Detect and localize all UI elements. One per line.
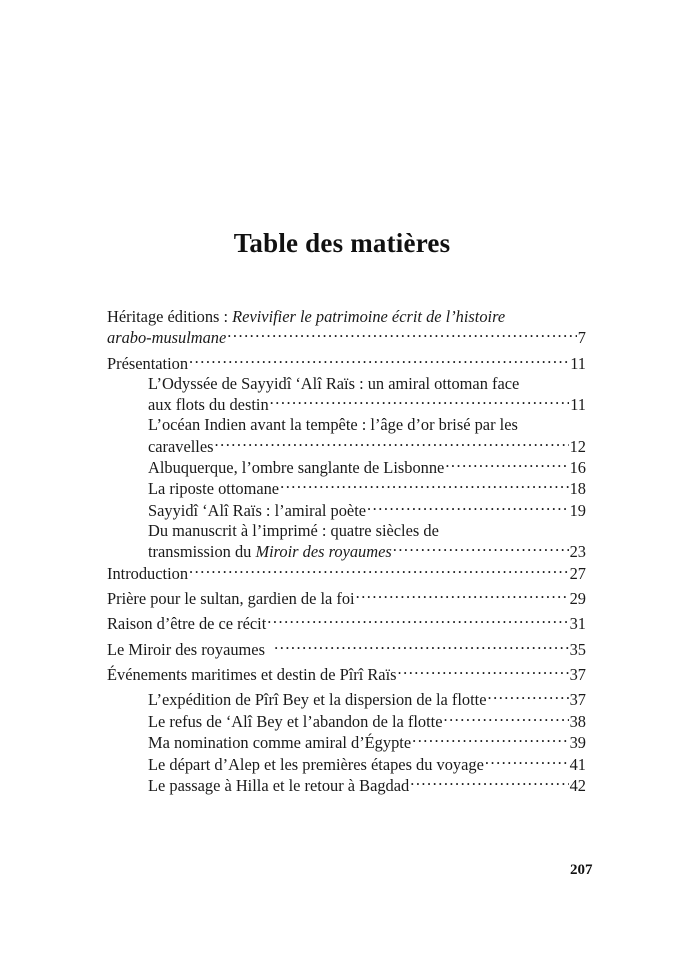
- toc-entry[interactable]: [107, 588, 586, 609]
- dot-leader: [410, 775, 568, 791]
- toc-entry-page: 37: [569, 690, 586, 710]
- toc-entry-title: Prière pour le sultan, gardien de la foi: [107, 588, 355, 608]
- toc-entry-title-continued: caravelles: [148, 436, 214, 456]
- toc-subentry[interactable]: [107, 415, 586, 456]
- toc-entry[interactable]: [107, 613, 586, 634]
- dot-leader: [398, 664, 569, 680]
- toc-entry-title: Du manuscrit à l’imprimé : quatre siècles de: [148, 520, 439, 540]
- toc-entry[interactable]: [107, 352, 586, 373]
- toc-entry-title: Albuquerque, l’ombre sanglante de Lisbonne: [148, 457, 445, 477]
- toc-entry-title: Le départ d’Alep et les premières étapes du voyage: [148, 754, 484, 774]
- toc-subentry[interactable]: [107, 753, 586, 774]
- toc-entry-page: 42: [569, 776, 586, 796]
- toc-subentry[interactable]: [107, 710, 586, 731]
- toc-entry-page: 23: [569, 542, 586, 562]
- dot-leader: [274, 638, 568, 654]
- toc-entry[interactable]: [107, 638, 586, 659]
- toc-subentry[interactable]: [107, 732, 586, 753]
- toc-entry-page: 27: [569, 563, 586, 583]
- toc-subentry[interactable]: [107, 775, 586, 796]
- toc-entry-title: Sayyidî ‘Alî Raïs : l’amiral poète: [148, 500, 367, 520]
- toc-subentry[interactable]: [107, 478, 586, 499]
- toc-entry-page: 38: [569, 711, 586, 731]
- toc-entry-title: Événements maritimes et destin de Pîrî Raïs: [107, 665, 397, 685]
- toc-entry-title: Raison d’être de ce récit: [107, 614, 267, 634]
- dot-leader: [215, 435, 569, 451]
- toc-entry-title: L’Odyssée de Sayyidî ‘Alî Raïs : un amiral ottoman face: [148, 373, 520, 393]
- toc-entry-page: 37: [569, 665, 586, 685]
- toc-entry-title: Héritage éditions :: [107, 307, 233, 326]
- toc-entry-title: La riposte ottomane: [148, 479, 280, 499]
- toc-entry-page: 35: [569, 639, 586, 659]
- dot-leader: [412, 732, 569, 748]
- toc-entry-title: L’océan Indien avant la tempête : l’âge d’or brisé par les: [148, 415, 518, 435]
- toc-entry-page: 18: [569, 479, 586, 499]
- toc-entry-page: 16: [569, 457, 586, 477]
- dot-leader: [445, 457, 568, 473]
- toc-entry-title: Le passage à Hilla et le retour à Bagdad: [148, 776, 410, 796]
- table-of-contents: [107, 307, 586, 796]
- toc-entry-title-continued: aux flots du destin: [148, 395, 269, 415]
- page-title: Table des matières: [233, 228, 451, 258]
- toc-entry-page: 31: [569, 614, 586, 634]
- toc-entry-title: L’expédition de Pîrî Bey et la dispersion de la flotte: [148, 690, 487, 710]
- toc-entry-line: [107, 327, 586, 348]
- toc-entry-title: Présentation: [107, 353, 189, 373]
- dot-leader: [488, 689, 569, 705]
- toc-entry-title-italic: Miroir des royaumes: [255, 542, 392, 562]
- page-number: 207: [570, 862, 593, 878]
- toc-entry-page: 11: [570, 353, 586, 373]
- toc-entry-title: Ma nomination comme amiral d’Égypte: [148, 733, 412, 753]
- toc-entry-page: 41: [569, 754, 586, 774]
- dot-leader: [227, 327, 577, 343]
- dot-leader: [280, 478, 569, 494]
- toc-entry-page: 39: [569, 733, 586, 753]
- dot-leader: [189, 352, 569, 368]
- dot-leader: [267, 613, 568, 629]
- toc-subentry[interactable]: [107, 521, 586, 562]
- dot-leader: [356, 588, 569, 604]
- toc-subentry[interactable]: [107, 374, 586, 415]
- toc-entry-page: 19: [569, 500, 586, 520]
- dot-leader: [443, 710, 568, 726]
- dot-leader: [393, 541, 569, 557]
- toc-subentry[interactable]: [107, 499, 586, 520]
- toc-entry-title: Le refus de ‘Alî Bey et l’abandon de la flotte: [148, 711, 443, 731]
- toc-entry-page: 11: [570, 395, 586, 415]
- toc-entry[interactable]: [107, 664, 586, 685]
- dot-leader: [270, 394, 570, 410]
- toc-subentry[interactable]: [107, 689, 586, 710]
- toc-entry-title: Le Miroir des royaumes: [107, 639, 274, 659]
- toc-entry-title-continued: transmission du: [148, 542, 256, 562]
- toc-entry-page: 7: [577, 328, 586, 348]
- dot-leader: [485, 753, 569, 769]
- toc-entry-page: 29: [569, 588, 586, 608]
- toc-entry[interactable]: [107, 307, 586, 348]
- dot-leader: [367, 499, 569, 515]
- toc-entry-title: Introduction: [107, 563, 189, 583]
- dot-leader: [189, 562, 569, 578]
- toc-entry-title-line: [107, 307, 586, 327]
- toc-entry-title-italic: arabo-musulmane: [107, 328, 227, 348]
- toc-entry[interactable]: [107, 562, 586, 583]
- toc-entry-title-italic: Revivifier le patrimoine écrit de l’histoire: [232, 307, 506, 326]
- toc-subentry[interactable]: [107, 457, 586, 478]
- toc-entry-page: 12: [569, 436, 586, 456]
